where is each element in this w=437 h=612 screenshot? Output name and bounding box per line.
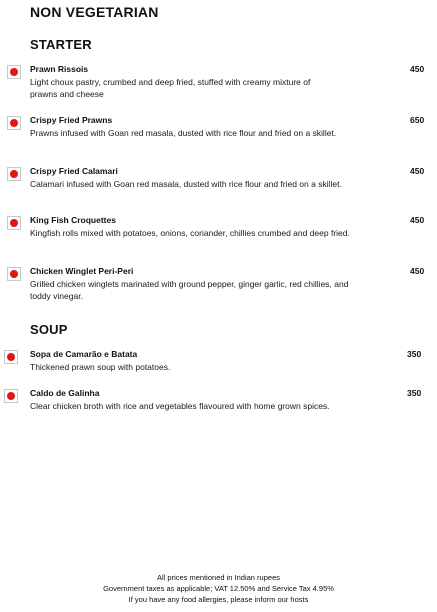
item-name: Crispy Fried Calamari	[30, 166, 118, 176]
item-price: 450	[410, 266, 425, 276]
item-price: 350	[407, 349, 422, 359]
non-veg-marker-icon	[4, 350, 18, 364]
footer-allergy-note: If you have any food allergies, please inform our hosts	[128, 595, 309, 604]
non-veg-marker-icon	[7, 116, 21, 130]
item-description: Calamari infused with Goan red masala, dusted with rice flour and fried on a skillet.	[30, 179, 342, 189]
section-title-starter: STARTER	[30, 37, 92, 52]
footer-tax-note: Government taxes as applicable; VAT 12.50% and Service Tax 4.95%	[103, 584, 334, 593]
non-veg-marker-icon	[7, 216, 21, 230]
item-price: 350	[407, 388, 422, 398]
item-description: Clear chicken broth with rice and vegetables flavoured with home grown spices.	[30, 401, 330, 411]
item-price: 450	[410, 64, 425, 74]
item-name: Chicken Winglet Peri-Peri	[30, 266, 134, 276]
item-description: Kingfish rolls mixed with potatoes, onions, coriander, chillies crumbed and deep fried.	[30, 228, 350, 238]
item-price: 450	[410, 215, 425, 225]
item-name: King Fish Croquettes	[30, 215, 116, 225]
item-description: Light choux pastry, crumbed and deep fried, stuffed with creamy mixture of prawns and cheese	[30, 77, 311, 99]
item-description: Prawns infused with Goan red masala, dusted with rice flour and fried on a skillet.	[30, 128, 337, 138]
item-name: Crispy Fried Prawns	[30, 115, 113, 125]
item-description: Thickened prawn soup with potatoes.	[30, 362, 171, 372]
page-title: NON VEGETARIAN	[30, 4, 159, 20]
item-price: 650	[410, 115, 425, 125]
non-veg-marker-icon	[7, 65, 21, 79]
non-veg-marker-icon	[4, 389, 18, 403]
item-name: Prawn Rissois	[30, 64, 89, 74]
item-price: 450	[410, 166, 425, 176]
section-title-soup: SOUP	[30, 322, 68, 337]
item-name: Sopa de Camarão e Batata	[30, 349, 138, 359]
footer-currency-note: All prices mentioned in Indian rupees	[157, 573, 280, 582]
non-veg-marker-icon	[7, 167, 21, 181]
item-description: Grilled chicken winglets marinated with ground pepper, ginger garlic, red chillies, and toddy vinegar.	[30, 279, 349, 301]
non-veg-marker-icon	[7, 267, 21, 281]
item-name: Caldo de Galinha	[30, 388, 100, 398]
footer-notes	[0, 572, 437, 605]
